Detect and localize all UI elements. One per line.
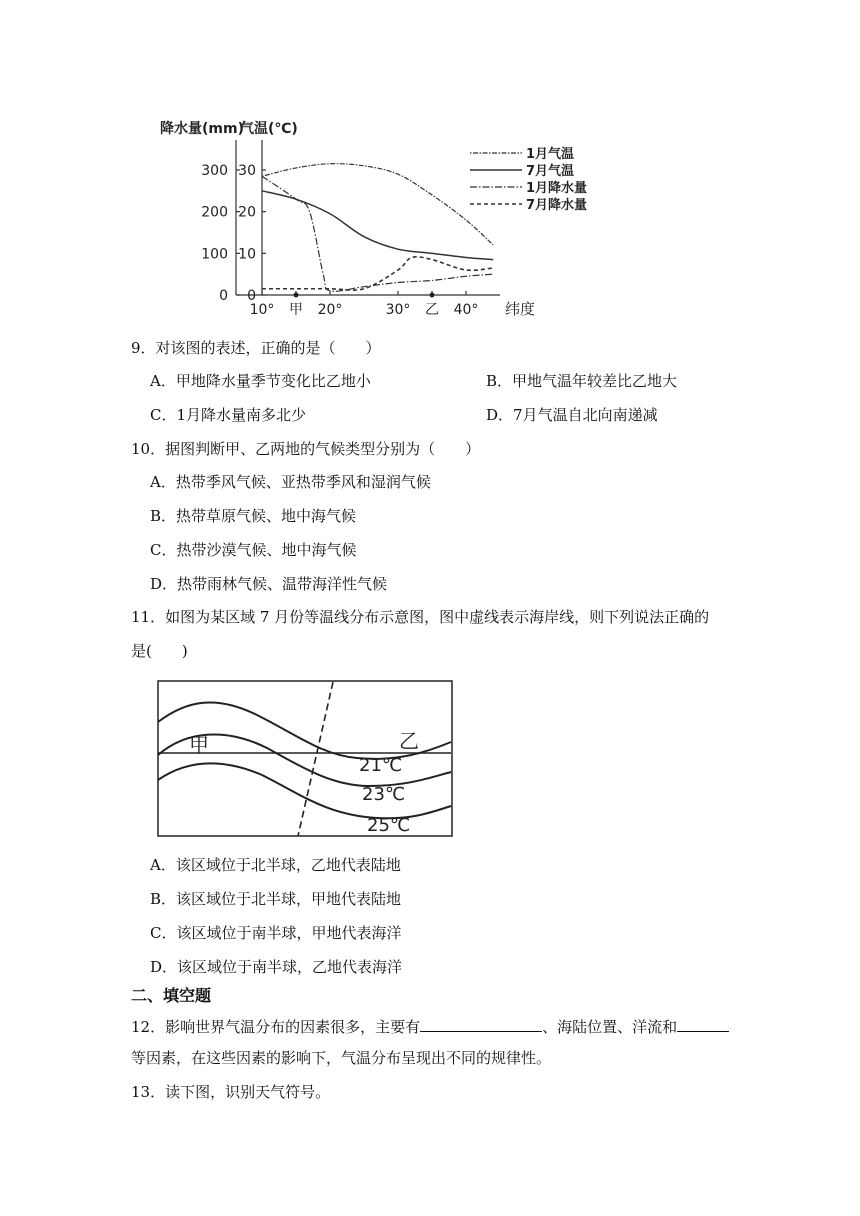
legend-label-jul-precip: 7月降水量 [526,198,588,213]
q10-option-b: B．热带草原气候、地中海气候 [150,507,357,525]
y-left-tick-label: 100 [201,246,228,263]
climate-chart [0,0,860,330]
q11-option-b: B．该区域位于北半球，甲地代表陆地 [150,890,402,908]
map-label-21c: 21℃ [359,755,403,776]
q12-blank-1[interactable] [420,1015,542,1032]
legend-label-jul-temp: 7月气温 [526,164,575,179]
y-right-tick-label: 0 [247,288,256,304]
y-right-tick-label: 20 [238,204,256,221]
q9-option-b: B．甲地气温年较差比乙地大 [486,372,678,390]
x-tick-label: 甲 [289,302,303,318]
q12-blank-2[interactable] [677,1015,729,1032]
y-left-tick-label: 300 [201,163,228,179]
location-marker [294,293,299,298]
q9-stem: 9．对该图的表述，正确的是（ ） [131,339,381,357]
q11-option-d: D．该区域位于南半球，乙地代表海洋 [150,958,403,976]
q10-stem: 10．据图判断甲、乙两地的气候类型分别为（ ） [131,440,481,458]
x-tick-label: 乙 [425,302,439,318]
map-label-jia: 甲 [189,733,209,757]
q10-option-a: A．热带季风气候、亚热带季风和湿润气候 [150,473,431,491]
q10-option-d: D．热带雨林气候、温带海洋性气候 [150,575,388,593]
q12-text-part1: 12．影响世界气温分布的因素很多，主要有 [131,1018,421,1036]
q9-option-d: D．7月气温自北向南递减 [486,406,658,424]
y-left-tick-label: 200 [201,204,228,221]
isotherm-23 [158,764,451,819]
series-jan-precip [262,176,493,291]
y-right-tick-label: 10 [238,246,256,263]
legend [470,146,587,213]
y-left-label: 降水量(mm) [160,121,244,137]
map-label-25c: 25℃ [367,815,411,836]
map-label-yi: 乙 [399,729,419,753]
x-tick-label: 10° [249,302,275,318]
q10-option-c: C．热带沙漠气候、地中海气候 [150,541,357,559]
q11-stem-line2: 是( ) [131,642,188,660]
location-marker [430,293,435,298]
y-right-label: 气温(℃) [240,121,298,137]
q12-line1 [131,1015,729,1037]
q9-option-a: A．甲地降水量季节变化比乙地小 [150,372,371,390]
y-right-tick-label: 30 [238,163,256,179]
coastline-dashed [298,682,333,836]
x-tick-label: 40° [453,302,479,318]
q9-option-c: C．1月降水量南多北少 [150,406,307,424]
q11-option-a: A．该区域位于北半球，乙地代表陆地 [150,856,401,874]
q12-text-part2: 、海陆位置、洋流和 [542,1018,678,1036]
legend-label-jan-precip: 1月降水量 [526,181,588,196]
x-tick-label: 30° [385,302,411,318]
y-left-tick-label: 0 [219,288,228,304]
series-jul-temp [262,191,493,260]
q11-option-c: C．该区域位于南半球，甲地代表海洋 [150,924,402,942]
q13-stem: 13．读下图，识别天气符号。 [131,1083,331,1101]
q11-stem-line1: 11．如图为某区域 7 月份等温线分布示意图，图中虚线表示海岸线，则下列说法正确的 [131,608,710,626]
map-frame [158,681,452,836]
x-axis-label: 纬度 [504,300,536,318]
q12-line2: 等因素，在这些因素的影响下，气温分布呈现出不同的规律性。 [131,1049,552,1067]
x-tick-label: 20° [317,302,343,318]
isotherm-map [157,680,457,840]
map-label-23c: 23℃ [362,784,406,805]
series-jan-temp [262,164,493,245]
section-title: 二、填空题 [131,986,212,1005]
legend-label-jan-temp: 1月气温 [526,147,575,162]
